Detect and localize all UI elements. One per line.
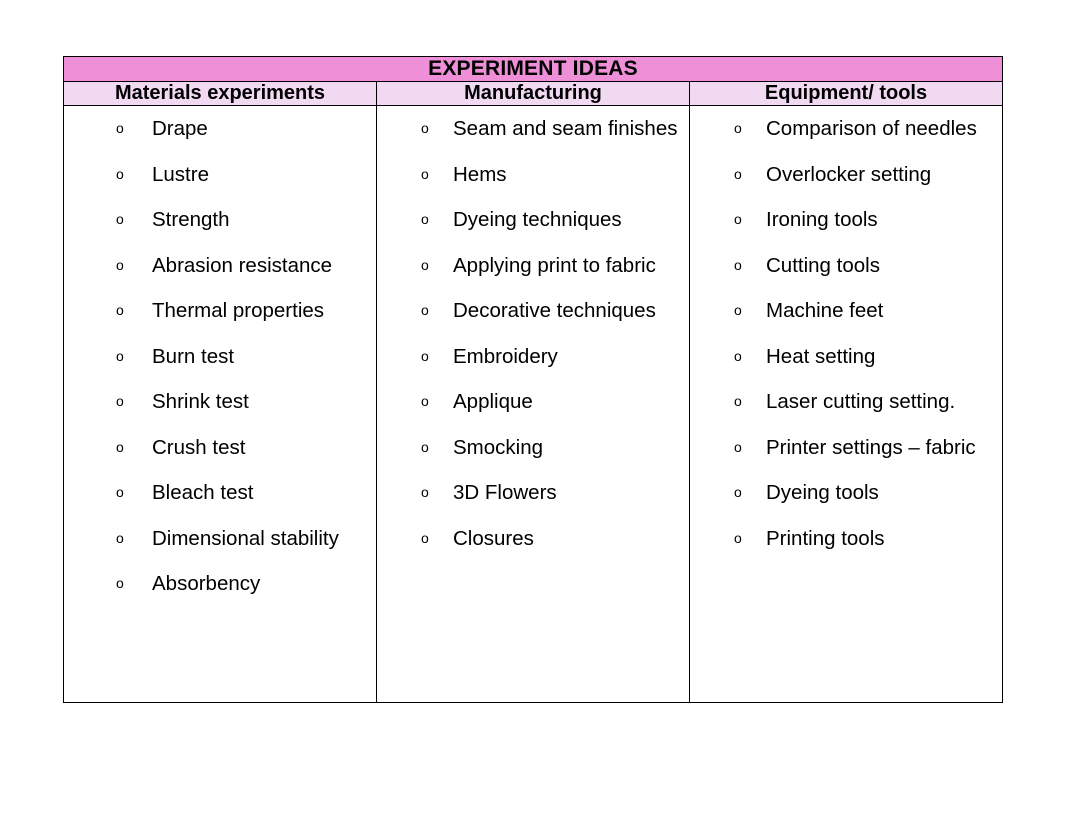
bullet-marker-icon: o: [421, 256, 429, 273]
bullet-marker-icon: o: [734, 529, 742, 546]
bullet-marker-icon: o: [734, 165, 742, 182]
materials-experiments-list: [64, 106, 376, 607]
bullet-marker-icon: o: [734, 347, 742, 364]
bullet-marker-icon: o: [116, 165, 124, 182]
table-header-row: [64, 82, 1003, 106]
bullet-marker-icon: o: [116, 484, 124, 500]
list-item-label: Crush test: [152, 435, 246, 459]
list-item-label: Strength: [152, 208, 230, 231]
column-body-materials-experiments: [64, 106, 377, 703]
list-item: [690, 197, 1002, 243]
column-body-equipment-tools: [690, 106, 1003, 703]
list-item: [377, 516, 689, 562]
list-item: [690, 334, 1002, 380]
bullet-marker-icon: o: [421, 484, 429, 500]
list-item-label: Abrasion resistance: [152, 253, 333, 277]
list-item: [690, 106, 1002, 152]
list-item: [690, 152, 1002, 198]
list-item: [377, 334, 689, 380]
list-item: [377, 197, 689, 243]
list-item-label: 3D Flowers: [453, 481, 557, 504]
list-item: [690, 379, 1002, 425]
list-item-label: Machine feet: [766, 299, 884, 322]
bullet-marker-icon: o: [421, 120, 429, 136]
table-body-row: [64, 106, 1003, 703]
list-item-label: Drape: [152, 117, 208, 140]
bullet-marker-icon: o: [421, 393, 429, 409]
bullet-marker-icon: o: [734, 438, 742, 455]
equipment-tools-list: [690, 106, 1002, 561]
list-item: [690, 425, 1002, 471]
bullet-marker-icon: o: [116, 575, 124, 591]
table-title-row: [64, 57, 1003, 82]
table-title: EXPERIMENT IDEAS: [64, 57, 1003, 82]
list-item: [377, 152, 689, 198]
list-item-label: Smocking: [453, 435, 544, 459]
list-item: [64, 470, 376, 516]
bullet-marker-icon: o: [734, 256, 742, 273]
bullet-marker-icon: o: [116, 529, 124, 546]
list-item-label: Decorative techniques: [453, 299, 656, 322]
list-item: [64, 243, 376, 289]
list-item-label: Ironing tools: [766, 208, 878, 231]
bullet-marker-icon: o: [734, 484, 742, 500]
list-item: [690, 516, 1002, 562]
list-item: [64, 425, 376, 471]
bullet-marker-icon: o: [421, 211, 429, 227]
bullet-marker-icon: o: [116, 438, 124, 455]
bullet-marker-icon: o: [116, 256, 124, 273]
bullet-marker-icon: o: [734, 393, 742, 409]
bullet-marker-icon: o: [421, 302, 429, 318]
column-header-materials-experiments: Materials experiments: [64, 82, 377, 106]
bullet-marker-icon: o: [116, 347, 124, 364]
list-item-label: Applying print to fabric: [453, 253, 656, 277]
list-item: [64, 334, 376, 380]
list-item-label: Overlocker setting: [766, 162, 932, 186]
list-item: [690, 470, 1002, 516]
list-item: [690, 288, 1002, 334]
list-item-label: Seam and seam finishes: [453, 117, 678, 140]
list-item-label: Shrink test: [152, 390, 249, 413]
list-item-label: Cutting tools: [766, 253, 880, 277]
list-item-label: Dyeing techniques: [453, 208, 622, 231]
list-item: [377, 379, 689, 425]
manufacturing-list: [377, 106, 689, 561]
list-item: [377, 288, 689, 334]
list-item: [377, 243, 689, 289]
list-item-label: Printer settings – fabric: [766, 435, 976, 459]
list-item-label: Burn test: [152, 344, 235, 368]
list-item-label: Bleach test: [152, 481, 254, 504]
list-item: [377, 106, 689, 152]
bullet-marker-icon: o: [734, 120, 742, 136]
bullet-marker-icon: o: [734, 211, 742, 227]
list-item-label: Laser cutting setting.: [766, 390, 956, 413]
list-item: [377, 425, 689, 471]
list-item-label: Hems: [453, 162, 507, 186]
experiment-ideas-table-wrapper: [63, 56, 1003, 703]
bullet-marker-icon: o: [421, 529, 429, 546]
column-header-manufacturing: Manufacturing: [377, 82, 690, 106]
bullet-marker-icon: o: [116, 120, 124, 136]
list-item: [64, 197, 376, 243]
list-item-label: Heat setting: [766, 344, 876, 368]
list-item-label: Printing tools: [766, 526, 885, 550]
list-item: [64, 516, 376, 562]
list-item: [64, 106, 376, 152]
list-item: [64, 561, 376, 607]
bullet-marker-icon: o: [421, 347, 429, 364]
bullet-marker-icon: o: [421, 165, 429, 182]
list-item: [690, 243, 1002, 289]
list-item: [64, 379, 376, 425]
bullet-marker-icon: o: [116, 302, 124, 318]
list-item-label: Thermal properties: [152, 299, 325, 322]
bullet-marker-icon: o: [116, 211, 124, 227]
bullet-marker-icon: o: [116, 393, 124, 409]
list-item: [64, 288, 376, 334]
bullet-marker-icon: o: [421, 438, 429, 455]
column-header-equipment-tools: Equipment/ tools: [690, 82, 1003, 106]
column-body-manufacturing: [377, 106, 690, 703]
list-item: [64, 152, 376, 198]
list-item-label: Lustre: [152, 162, 209, 186]
list-item-label: Absorbency: [152, 572, 261, 595]
list-item: [377, 470, 689, 516]
list-item-label: Applique: [453, 390, 533, 413]
list-item-label: Dyeing tools: [766, 481, 879, 504]
list-item-label: Comparison of needles: [766, 117, 977, 140]
list-item-label: Dimensional stability: [152, 526, 339, 550]
bullet-marker-icon: o: [734, 302, 742, 318]
list-item-label: Closures: [453, 526, 534, 550]
experiment-ideas-table: [63, 56, 1003, 703]
list-item-label: Embroidery: [453, 344, 558, 368]
